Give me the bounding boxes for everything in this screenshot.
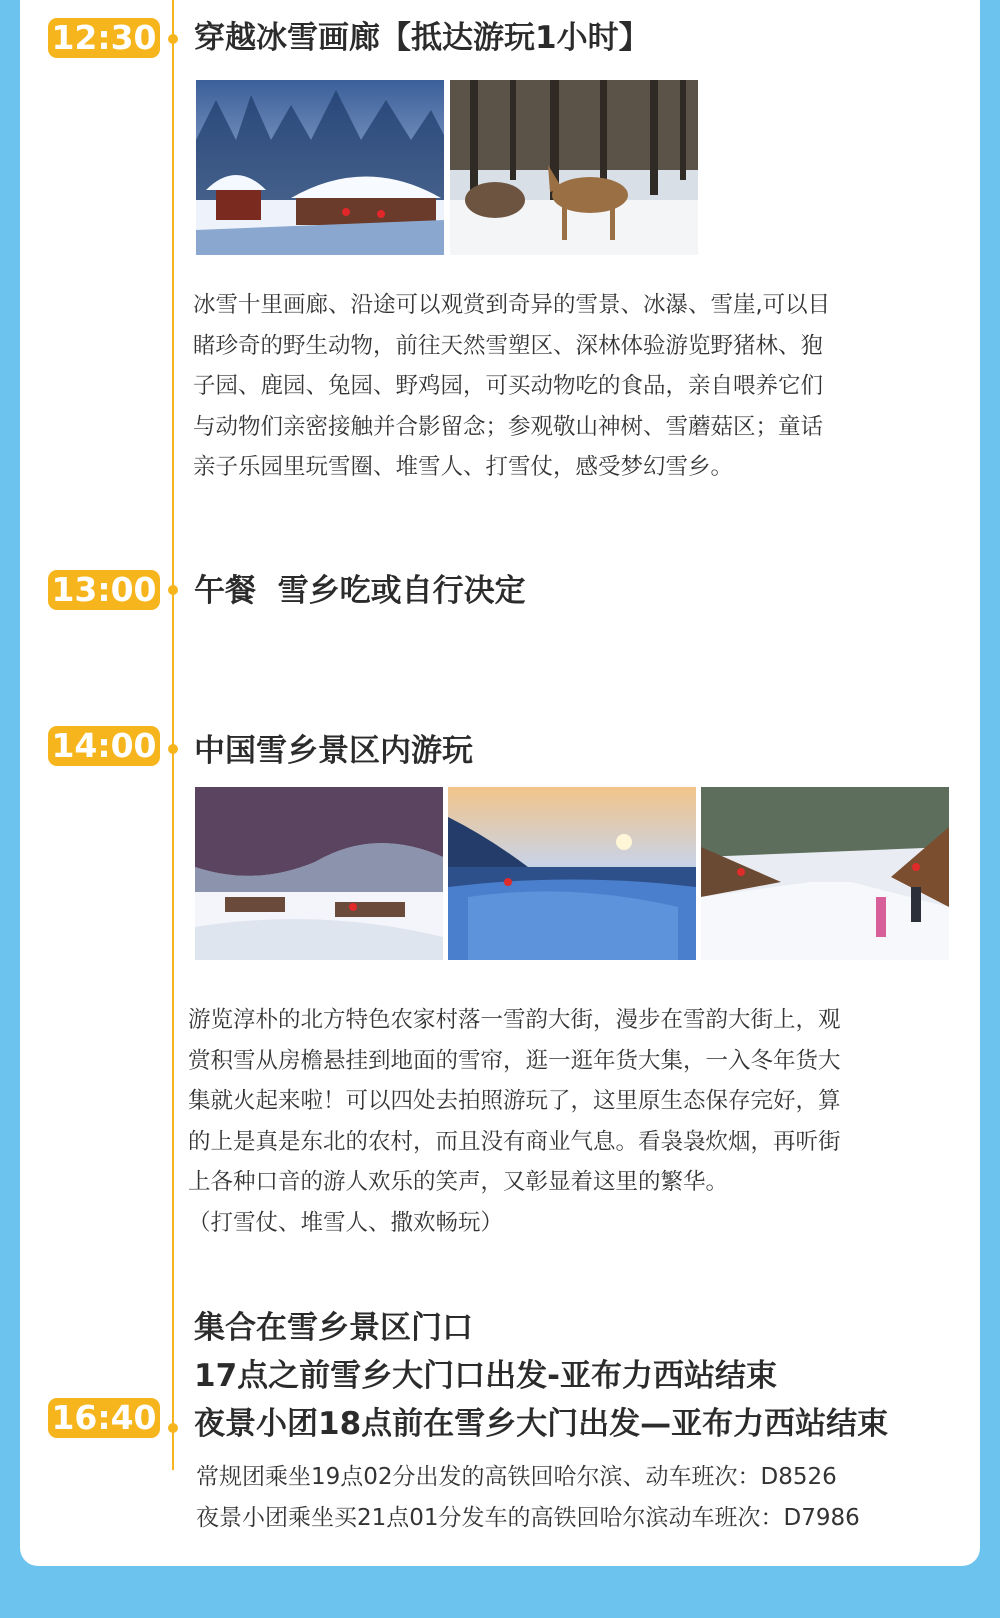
stop-title-snow-town: 中国雪乡景区内游玩 [194, 733, 473, 769]
snow-village-street-photo [701, 787, 949, 960]
time-badge-1640: 16:40 [48, 1398, 160, 1438]
deer-in-snow-photo [450, 80, 698, 255]
timeline-dot [168, 1423, 178, 1433]
snow-village-forest-photo [195, 787, 443, 960]
time-badge-1230: 12:30 [48, 18, 160, 58]
snowy-pavilion-photo [196, 80, 444, 255]
timeline-dot [168, 585, 178, 595]
timeline-dot [168, 34, 178, 44]
desc-line: （打雪仗、堆雪人、撒欢畅玩） [188, 1209, 504, 1236]
stop-title-depart-night: 夜景小团18点前在雪乡大门出发—亚布力西站结束 [194, 1406, 889, 1442]
desc-line: 冰雪十里画廊、沿途可以观赏到奇异的雪景、冰瀑、雪崖,可以目 [193, 292, 831, 318]
train-note-night: 夜景小团乘坐买21点01分发车的高铁回哈尔滨动车班次：D7986 [196, 1505, 860, 1531]
snow-village-sunset-photo [448, 787, 696, 960]
stop-title-lunch: 午餐 雪乡吃或自行决定 [194, 573, 526, 609]
timeline-line [172, 0, 174, 1470]
desc-line: 集就火起来啦！可以四处去拍照游玩了，这里原生态保存完好，算 [188, 1088, 841, 1114]
desc-line: 亲子乐园里玩雪圈、堆雪人、打雪仗，感受梦幻雪乡。 [193, 454, 734, 480]
stop-title-depart-regular: 17点之前雪乡大门口出发-亚布力西站结束 [194, 1358, 778, 1394]
stop-title-gallery: 穿越冰雪画廊【抵达游玩1小时】 [194, 20, 650, 56]
timeline-dot [168, 744, 178, 754]
desc-line: 的上是真是东北的农村，而且没有商业气息。看袅袅炊烟，再听街 [188, 1128, 841, 1155]
desc-line: 上各种口音的游人欢乐的笑声，又彰显着这里的繁华。 [188, 1169, 729, 1195]
time-badge-1400: 14:00 [48, 726, 160, 766]
desc-line: 赏积雪从房檐悬挂到地面的雪帘，逛一逛年货大集，一入冬年货大 [188, 1047, 841, 1074]
desc-line: 与动物们亲密接触并合影留念；参观敬山神树、雪蘑菇区；童话 [193, 413, 824, 440]
time-badge-1300: 13:00 [48, 570, 160, 610]
train-note-regular: 常规团乘坐19点02分出发的高铁回哈尔滨、动车班次：D8526 [196, 1464, 837, 1490]
stop-title-gather: 集合在雪乡景区门口 [194, 1310, 473, 1346]
stop-description-snow-town [188, 1000, 928, 1243]
desc-line: 游览淳朴的北方特色农家村落一雪韵大街，漫步在雪韵大街上，观 [188, 1007, 841, 1033]
stop-description-gallery [193, 285, 913, 488]
desc-line: 睹珍奇的野生动物，前往天然雪塑区、深林体验游览野猪林、狍 [193, 332, 824, 359]
desc-line: 子园、鹿园、兔园、野鸡园，可买动物吃的食品，亲自喂养它们 [193, 373, 824, 399]
